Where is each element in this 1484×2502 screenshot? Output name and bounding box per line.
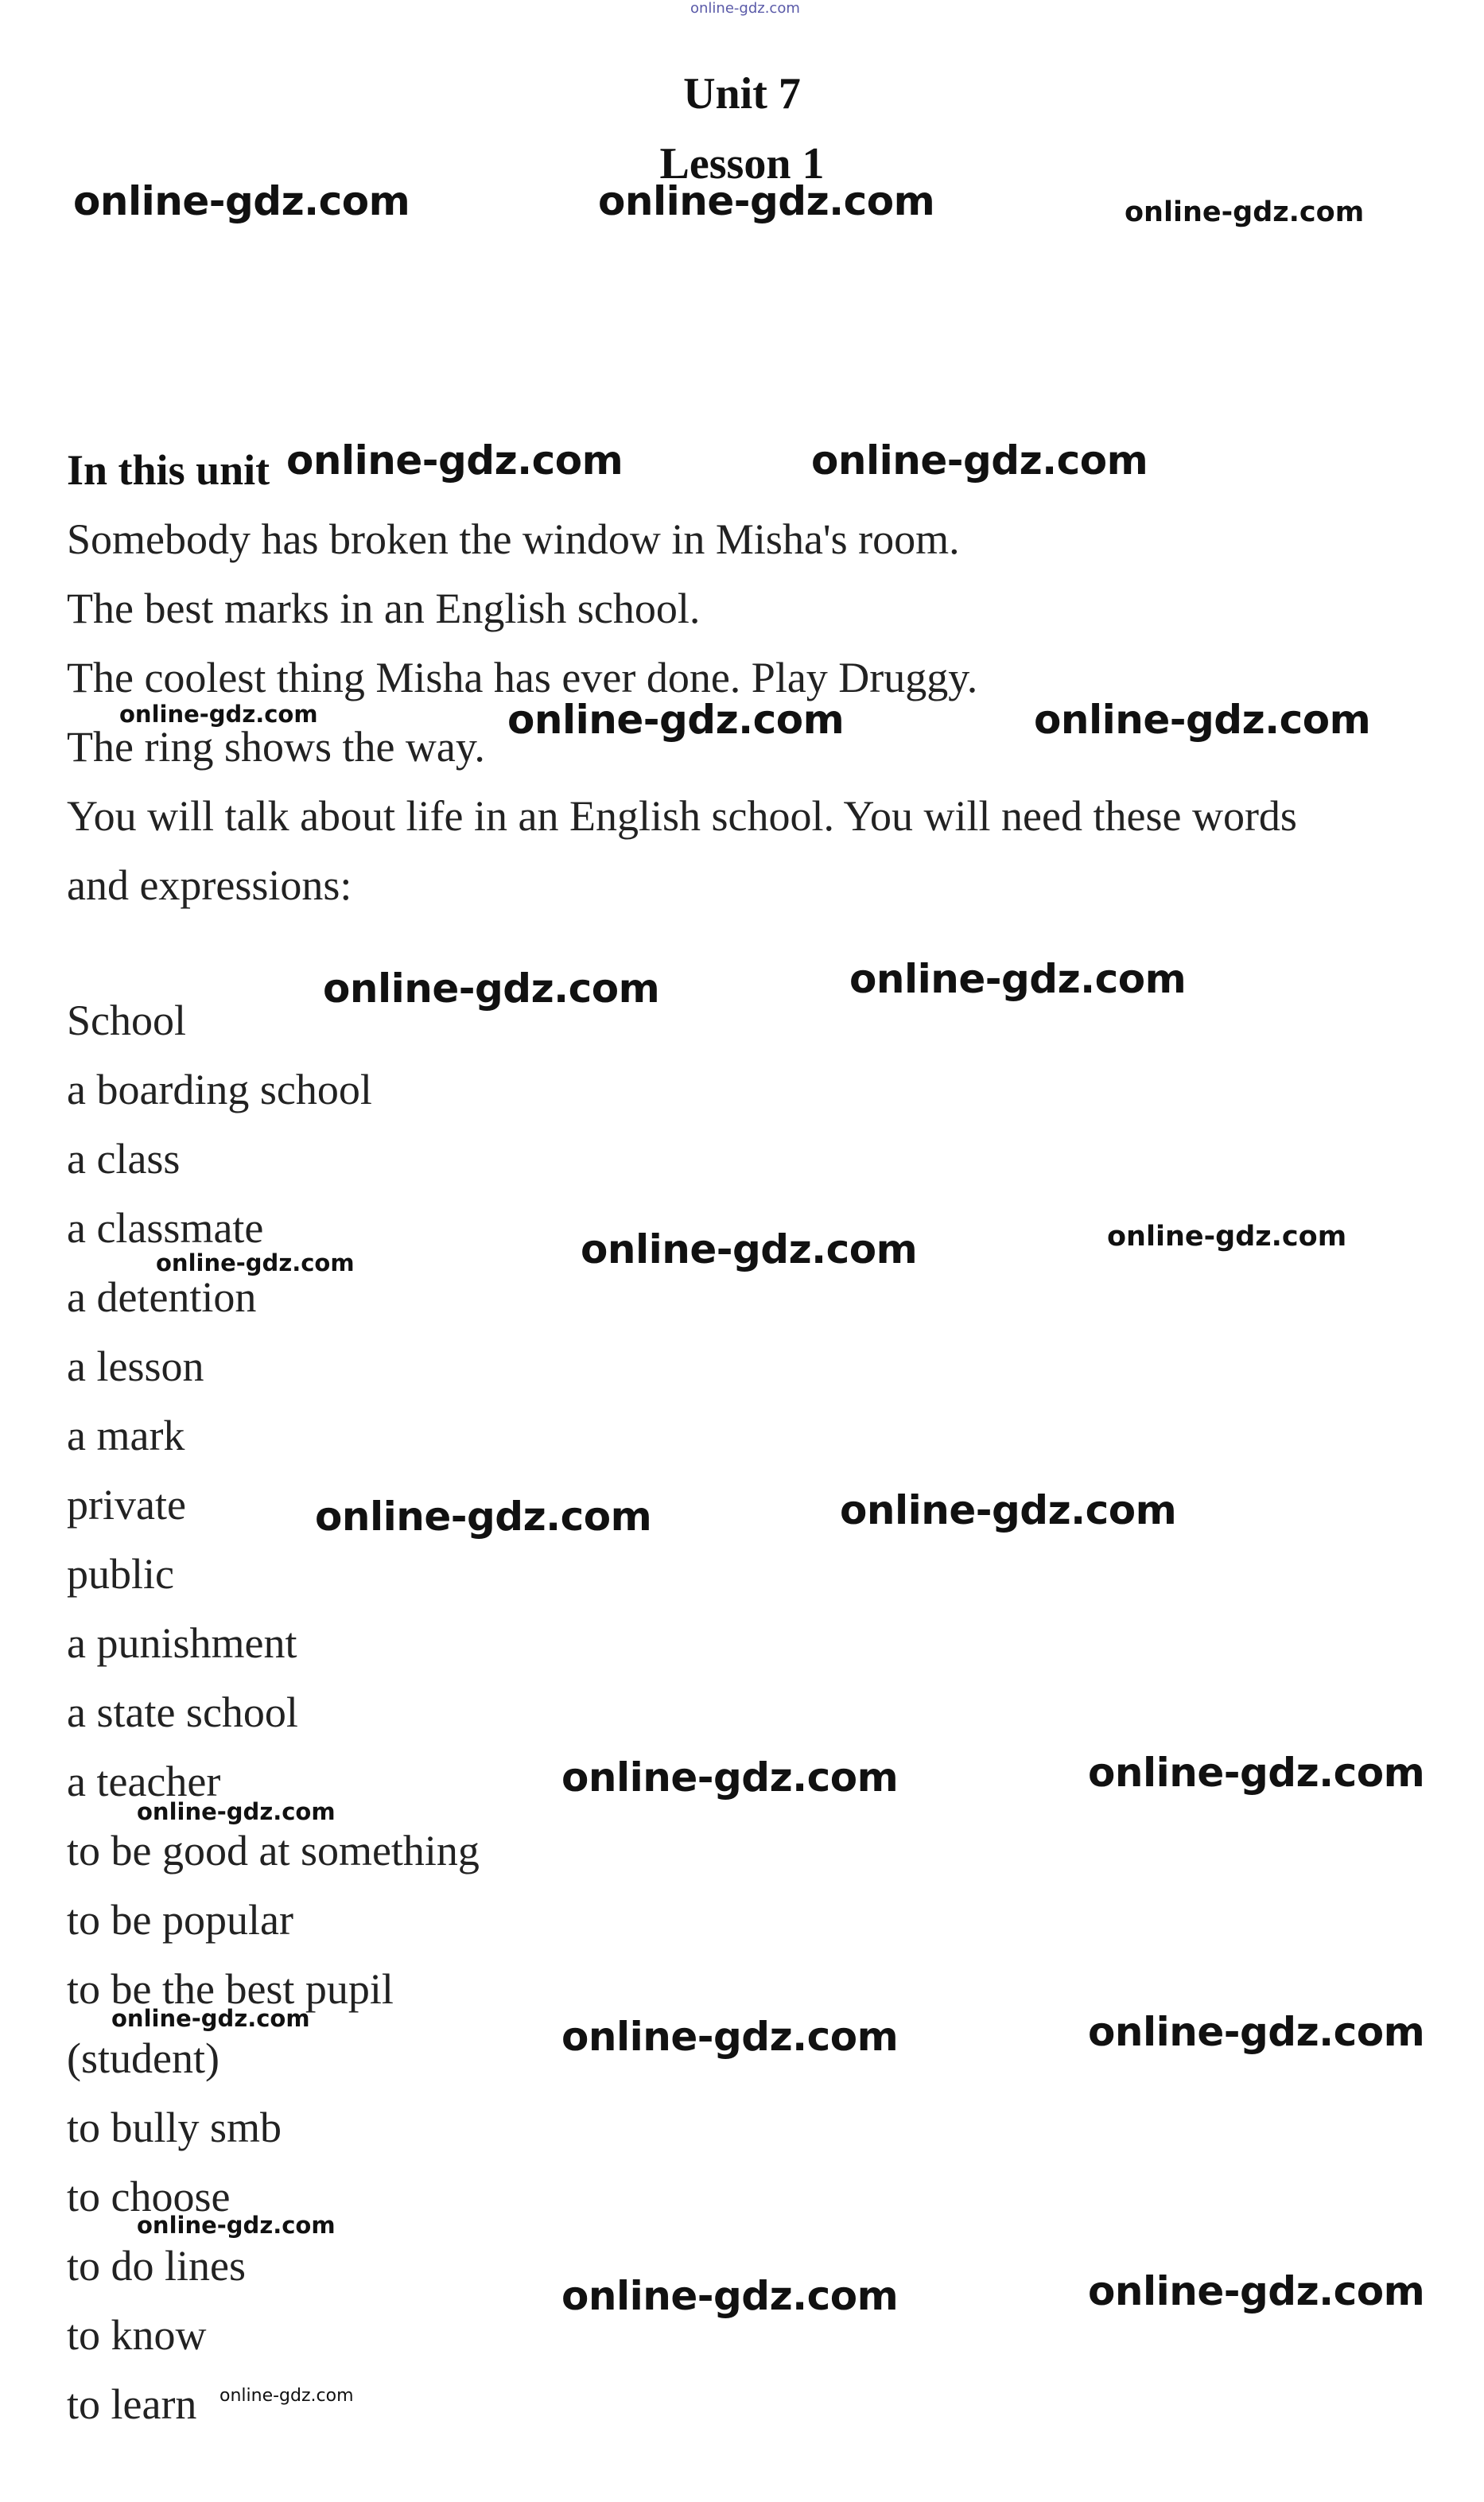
watermark-text: online-gdz.com	[507, 697, 845, 743]
vocab-item: a class	[67, 1135, 181, 1183]
intro-line: and expressions:	[67, 861, 352, 909]
intro-section	[67, 436, 1419, 920]
unit-title: Unit 7	[683, 69, 801, 118]
vocab-item: to bully smb	[67, 2104, 282, 2151]
vocab-item: public	[67, 1550, 174, 1598]
watermark-text: online-gdz.com	[137, 2212, 336, 2239]
watermark-text: online-gdz.com	[286, 437, 624, 484]
intro-line: The coolest thing Misha has ever done. Play Druggy.	[67, 654, 978, 701]
intro-line: The best marks in an English school.	[67, 585, 701, 632]
vocab-item: to learn	[67, 2380, 197, 2428]
lesson-title: Lesson 1	[659, 139, 825, 188]
vocab-item: private	[67, 1481, 186, 1529]
vocab-item: to choose	[67, 2173, 231, 2220]
watermark-text: online-gdz.com	[1088, 2009, 1425, 2055]
vocab-item: a teacher	[67, 1758, 221, 1805]
watermark-text: online-gdz.com	[1125, 196, 1365, 228]
watermark-text: online-gdz.com	[73, 178, 410, 224]
watermark-text: online-gdz.com	[1088, 1750, 1425, 1796]
vocab-item: to do lines	[67, 2242, 246, 2290]
watermark-text: online-gdz.com	[581, 1226, 918, 1272]
vocab-item: a lesson	[67, 1342, 204, 1390]
watermark-text: online-gdz.com	[690, 0, 800, 17]
watermark-text: online-gdz.com	[315, 1494, 652, 1540]
intro-heading: In this unit	[67, 446, 270, 494]
watermark-text: online-gdz.com	[137, 1798, 336, 1825]
watermark-text: online-gdz.com	[111, 2005, 310, 2032]
watermark-text: online-gdz.com	[849, 956, 1187, 1002]
watermark-text: online-gdz.com	[840, 1487, 1177, 1533]
vocab-item: to be good at something	[67, 1827, 480, 1875]
watermark-text: online-gdz.com	[1107, 1221, 1347, 1253]
watermark-text: online-gdz.com	[811, 437, 1148, 484]
watermark-text: online-gdz.com	[598, 178, 935, 224]
vocab-item: (student)	[67, 2034, 219, 2082]
intro-line: The ring shows the way.	[67, 723, 485, 771]
vocab-item: a classmate	[67, 1204, 264, 1252]
vocab-item: a boarding school	[67, 1066, 372, 1113]
watermark-text: online-gdz.com	[156, 1249, 355, 1276]
vocab-item: a punishment	[67, 1619, 297, 1667]
vocab-item: to be popular	[67, 1896, 293, 1944]
vocab-item: a detention	[67, 1273, 257, 1321]
intro-line: You will talk about life in an English school. You will need these words	[67, 792, 1297, 840]
watermark-text: online-gdz.com	[561, 1754, 899, 1801]
watermark-text: online-gdz.com	[323, 965, 660, 1012]
watermark-text: online-gdz.com	[1088, 2268, 1425, 2314]
vocab-item: to be the best pupil	[67, 1965, 394, 2013]
intro-line: Somebody has broken the window in Misha's room.	[67, 515, 960, 563]
vocab-item: a state school	[67, 1688, 298, 1736]
watermark-text: online-gdz.com	[1034, 697, 1371, 743]
vocab-item: School	[67, 997, 187, 1044]
watermark-text: online-gdz.com	[561, 2014, 899, 2060]
watermark-text: online-gdz.com	[561, 2273, 899, 2319]
vocab-item: to know	[67, 2311, 207, 2359]
watermark-text: online-gdz.com	[219, 2386, 354, 2406]
vocab-item: a mark	[67, 1412, 185, 1459]
watermark-text: online-gdz.com	[119, 701, 318, 728]
